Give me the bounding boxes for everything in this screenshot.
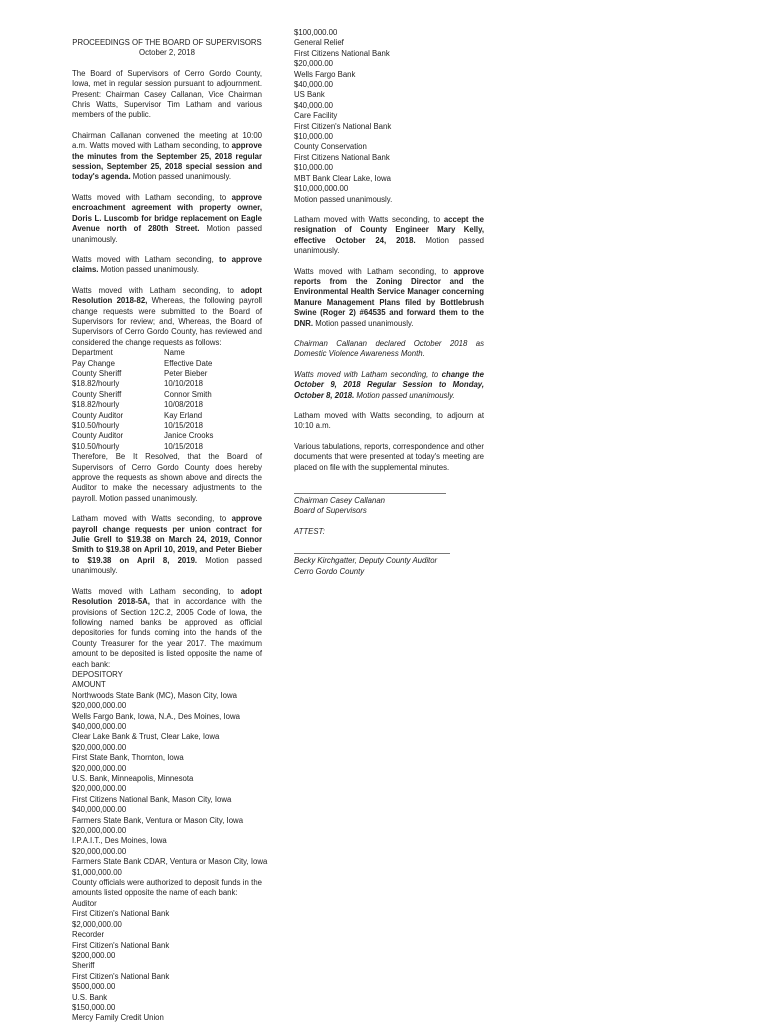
list-line: Farmers State Bank CDAR, Ventura or Mason City, Iowa <box>72 857 268 867</box>
payroll-table-row <box>72 421 262 431</box>
resignation-result: Motion passed unanimously. <box>294 235 484 256</box>
list-line: DEPOSITORY <box>72 669 123 679</box>
list-line: First Citizens National Bank <box>294 48 390 58</box>
list-line: $10,000.00 <box>294 163 334 173</box>
list-line: First Citizen's National Bank <box>72 940 170 950</box>
payroll-table-cell: Peter Bieber <box>164 368 208 378</box>
payroll-table-row <box>72 442 262 452</box>
convene-result: Motion passed unanimously. <box>130 172 232 182</box>
payroll-table-cell: Kay Erland <box>164 410 203 420</box>
list-line: U.S. Bank, Minneapolis, Minnesota <box>72 774 194 783</box>
resolution-5a-text: Watts moved with Latham seconding, to <box>72 586 241 596</box>
payroll-table-cell: $18.82/hourly <box>72 400 120 410</box>
resolution-5a-paragraph <box>72 587 262 670</box>
resolution-82-body: Whereas, the following payroll change requests were submitted to the Board of Supervisors for review; and, Whereas, the Board of Supervisors of Cerro Gordo County, has reviewed and considered the change requests as follows: <box>72 296 262 347</box>
convene-text: Chairman Callanan convened the meeting at 10:00 a.m. Watts moved with Latham seconding, to <box>72 130 262 151</box>
list-line: AMOUNT <box>72 680 106 690</box>
list-line: $40,000.00 <box>294 100 334 110</box>
attest-label: ATTEST: <box>294 526 325 536</box>
list-line: County officials were authorized to deposit funds in the amounts listed opposite the name of each bank: <box>72 878 262 898</box>
payroll-table-cell: $18.82/hourly <box>72 379 120 389</box>
encroachment-paragraph <box>72 193 262 245</box>
convene-paragraph <box>72 131 262 183</box>
list-line: $20,000,000.00 <box>72 846 127 856</box>
resolution-82-title: adopt Resolution 2018-82, <box>72 285 262 306</box>
list-line: First State Bank, Thornton, Iowa <box>72 753 184 763</box>
list-line: $1,000,000.00 <box>72 867 122 877</box>
payroll-table-cell: Name <box>164 348 185 358</box>
auditor-signature-line <box>294 547 450 554</box>
payroll-table-cell: 10/08/2018 <box>164 400 204 410</box>
convene-motion: approve the minutes from the September 25, 2018 regular session, September 25, 2018 special session and today's agenda. <box>72 141 262 182</box>
zoning-text: Watts moved with Latham seconding, to <box>294 266 454 276</box>
list-line: Motion passed unanimously. <box>294 194 393 204</box>
payroll-table-cell: County Sheriff <box>72 389 122 399</box>
zoning-paragraph <box>294 267 484 329</box>
payroll-table-row <box>72 369 262 379</box>
list-line: $40,000,000.00 <box>72 721 127 731</box>
list-line: Auditor <box>72 898 97 908</box>
session-change-result: Motion passed unanimously. <box>354 390 455 400</box>
payroll-table-row <box>72 411 262 421</box>
resolution-82-text: Watts moved with Latham seconding, to <box>72 285 241 295</box>
list-line: $20,000,000.00 <box>72 742 127 752</box>
encroachment-motion: approve encroachment agreement with property owner, Doris L. Luscomb for bridge replacement on Eagle Avenue north of 280th Street. <box>72 192 262 234</box>
chair-signature-line <box>294 487 446 494</box>
payroll-table-row <box>72 379 262 389</box>
list-line: Northwoods State Bank (MC), Mason City, Iowa <box>72 690 237 700</box>
list-line: First Citizen's National Bank <box>294 121 392 131</box>
list-line: $40,000,000.00 <box>72 805 127 815</box>
adjourn-paragraph: Latham moved with Watts seconding, to adjourn at 10:10 a.m. <box>294 411 484 431</box>
list-line: Farmers State Bank, Ventura or Mason City, Iowa <box>72 815 244 825</box>
payroll-change-table <box>72 348 262 452</box>
resignation-paragraph <box>294 215 484 257</box>
list-line: $100,000.00 <box>294 28 338 37</box>
list-line: $20,000,000.00 <box>72 763 127 773</box>
payroll-table-cell: 10/15/2018 <box>164 441 204 451</box>
list-line: Wells Fargo Bank, Iowa, N.A., Des Moines, Iowa <box>72 711 240 721</box>
zoning-result: Motion passed unanimously. <box>313 318 414 328</box>
payroll-table-cell: 10/15/2018 <box>164 421 204 430</box>
payroll-table-row <box>72 400 262 410</box>
list-line: Mercy Family Credit Union <box>72 1013 164 1023</box>
resolution-82-paragraph <box>72 286 262 348</box>
list-line: $150,000.00 <box>72 1002 116 1012</box>
zoning-motion: approve reports from the Zoning Director and the Environmental Health Service Manager concerning Manure Management Plans filed by Bottlebrush Swine (Roger 2) #64535 and forward them to the DNR. <box>294 266 484 328</box>
payroll-table-cell: Effective Date <box>164 358 213 368</box>
payroll-table-row <box>72 348 262 358</box>
list-line: First Citizens National Bank, Mason City, Iowa <box>72 794 232 804</box>
continued-depository-list <box>294 28 484 205</box>
encroachment-text: Watts moved with Latham seconding, to <box>72 192 232 202</box>
union-paragraph <box>72 514 262 576</box>
list-line: U.S. Bank <box>72 992 108 1002</box>
auditor-signature-org: Cerro Gordo County <box>294 566 365 576</box>
list-line: $40,000.00 <box>294 80 334 90</box>
encroachment-result: Motion passed unanimously. <box>72 224 262 244</box>
resignation-motion: accept the resignation of County Engineer Mary Kelly, effective October 24, 2018. <box>294 214 484 245</box>
therefore-paragraph: Therefore, Be It Resolved, that the Board of Supervisors of Cerro Gordo County does hereby approve the requests as shown above and directs the Auditor to make the necessary adjustments to the payroll. Motion passed unanimously. <box>72 452 262 503</box>
list-line: Care Facility <box>294 111 338 121</box>
auditor-signature-name: Becky Kirchgatter, Deputy County Auditor <box>294 556 438 566</box>
list-line: MBT Bank Clear Lake, Iowa <box>294 173 391 183</box>
list-line: County Conservation <box>294 142 367 152</box>
resignation-text: Latham moved with Watts seconding, to <box>294 214 444 224</box>
payroll-table-cell: County Sheriff <box>72 368 122 378</box>
intro-paragraph: The Board of Supervisors of Cerro Gordo County, Iowa, met in regular session pursuant to adjournment. Present: Chairman Casey Callanan, Vice Chairman Chris Watts, Supervisor Tim Latham and various members of the public. <box>72 68 262 120</box>
payroll-table-cell: Connor Smith <box>164 389 212 399</box>
payroll-table-row <box>72 359 262 369</box>
list-line: $20,000,000.00 <box>72 701 127 711</box>
list-line: $500,000.00 <box>72 982 116 992</box>
list-line: $20,000,000.00 <box>72 784 127 794</box>
payroll-table-cell: $10.50/hourly <box>72 421 120 430</box>
resolution-5a-title: adopt Resolution 2018-5A, <box>72 586 262 607</box>
document-date: October 2, 2018 <box>139 48 195 58</box>
domestic-violence-paragraph <box>294 339 484 360</box>
list-line: First Citizens National Bank <box>294 152 390 162</box>
union-result: Motion passed unanimously. <box>72 555 262 576</box>
chair-signature-title: Board of Supervisors <box>294 506 367 516</box>
list-line: Recorder <box>72 930 105 940</box>
payroll-table-cell: County Auditor <box>72 410 124 420</box>
list-line: $10,000.00 <box>294 132 334 142</box>
session-change-motion: change the October 9, 2018 Regular Session to Monday, October 8, 2018. <box>294 369 484 400</box>
payroll-table-cell: County Auditor <box>72 431 124 441</box>
payroll-table-row <box>72 390 262 400</box>
tabulations-paragraph: Various tabulations, reports, correspondence and other documents that were presented at today's meeting are placed on file with the supplemental minutes. <box>294 441 484 472</box>
claims-result: Motion passed unanimously. <box>98 265 199 275</box>
right-column <box>294 28 484 577</box>
list-line: US Bank <box>294 90 325 100</box>
list-line: First Citizen's National Bank <box>72 909 170 919</box>
claims-paragraph <box>72 255 262 276</box>
list-line: $20,000.00 <box>294 59 334 69</box>
list-line: $10,000,000.00 <box>294 184 349 194</box>
payroll-table-cell: Department <box>72 348 113 358</box>
payroll-table-cell: $10.50/hourly <box>72 441 120 451</box>
list-line: $2,000,000.00 <box>72 919 122 929</box>
payroll-table-cell: Janice Crooks <box>164 431 214 441</box>
payroll-table-cell: Pay Change <box>72 358 115 368</box>
depository-list <box>72 669 268 1024</box>
payroll-table-row <box>72 431 262 441</box>
left-column <box>72 38 268 1024</box>
list-line: $200,000.00 <box>72 950 116 960</box>
resolution-5a-body: that in accordance with the provisions of Section 12C.2, 2005 Code of Iowa, the following named banks be approved as official depositories for funds coming into the hands of the County Treasurer for the year 2017. The maximum amount to be deposited is listed opposite the name of each bank: <box>72 597 262 669</box>
list-line: I.P.A.I.T., Des Moines, Iowa <box>72 836 167 846</box>
list-line: General Relief <box>294 38 344 48</box>
domestic-violence-declaration: Chairman Callanan declared October 2018 as Domestic Violence Awareness Month. <box>294 338 484 359</box>
list-line: Sheriff <box>72 961 95 971</box>
payroll-table-cell: 10/10/2018 <box>164 379 204 389</box>
union-text: Latham moved with Watts seconding, to <box>72 514 232 524</box>
claims-motion: to approve claims. <box>72 254 262 275</box>
list-line: Clear Lake Bank & Trust, Clear Lake, Iowa <box>72 732 220 742</box>
claims-text: Watts moved with Latham seconding, <box>72 254 220 264</box>
chair-signature-name: Chairman Casey Callanan <box>294 496 386 506</box>
list-line: Wells Fargo Bank <box>294 69 356 79</box>
list-line: First Citizen's National Bank <box>72 971 170 981</box>
document-title: PROCEEDINGS OF THE BOARD OF SUPERVISORS <box>72 38 262 47</box>
union-motion: approve payroll change requests per union contract for Julie Grell to $19.38 on March 24, 2019, Connor Smith to $19.38 on April 10, 2019, and Peter Bieber to $19.38 on April 8, 2019. <box>72 514 262 565</box>
list-line: $20,000,000.00 <box>72 826 127 836</box>
session-change-text: Watts moved with Latham seconding, to <box>294 369 442 379</box>
session-change-paragraph <box>294 370 484 401</box>
